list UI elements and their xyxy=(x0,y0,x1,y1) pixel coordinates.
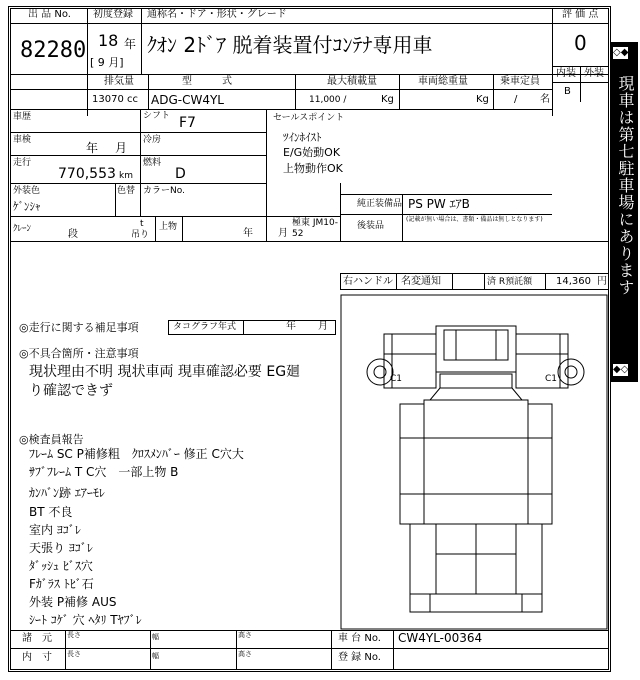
travel-notes-label: ◎走行に関する補足事項 xyxy=(19,321,139,334)
inspector-line: 外装 P補修 AUS xyxy=(29,595,117,609)
score-label: 評 価 点 xyxy=(562,9,599,20)
upper-maker-suffix: 52 xyxy=(292,229,304,239)
registration-no-label: 登 録 No. xyxy=(338,652,381,663)
inspector-report-label: ◎検査員報告 xyxy=(19,433,84,446)
inspection-year-label: 年 xyxy=(86,141,99,155)
interior-score: B xyxy=(564,86,571,97)
defects-label: ◎不具合箇所・注意事項 xyxy=(19,347,139,360)
ac-label: 冷房 xyxy=(143,135,162,145)
exterior-score-label: 外装 xyxy=(584,68,604,79)
capacity-label: 乗車定員 xyxy=(500,76,540,87)
inspection-label: 車検 xyxy=(13,135,32,145)
upper-month-label: 月 xyxy=(278,228,288,239)
damage-mark-left: C1 xyxy=(390,374,403,384)
fuel-label: 燃料 xyxy=(143,158,162,168)
defects-line: 現状理由不明 現状車両 現車確認必要 EG廻 xyxy=(29,364,301,380)
crane-hanging-label: 吊り xyxy=(131,230,150,240)
spec-length-label: 長さ xyxy=(67,631,81,639)
sales-point-line: ﾂｲﾝﾎｲｽﾄ xyxy=(283,131,322,144)
damage-mark-right: C1 xyxy=(545,374,558,384)
yen-label: 円 xyxy=(597,276,607,287)
max-load-unit: Kg xyxy=(381,94,394,105)
tachograph-year-label: 年 xyxy=(286,321,296,332)
name-change-label: 名変通知 xyxy=(401,276,441,287)
car-name-label: 通称名・ドア・形状・グレード xyxy=(147,9,287,20)
color-change-label: 色替 xyxy=(117,186,136,196)
model-label: 型 式 xyxy=(182,76,232,87)
interior-score-label: 内装 xyxy=(556,68,576,79)
banner-text: 現車は第七駐車場にあります xyxy=(616,75,635,296)
gross-weight-unit: Kg xyxy=(476,94,489,105)
mileage-unit: km xyxy=(119,171,133,181)
fuel-value: D xyxy=(175,166,186,182)
size-spec-label: 諸 元 xyxy=(22,633,52,644)
lot-no: 82280 xyxy=(20,38,87,63)
ext-color-label: 外装色 xyxy=(13,186,41,196)
inspector-line: 天張り ﾖｺﾞﾚ xyxy=(29,541,93,555)
equipment-label: 純正装備品 xyxy=(357,199,403,209)
lot-no-label: 出 品 No. xyxy=(28,9,71,20)
tachograph-month-label: 月 xyxy=(318,321,328,332)
mileage-label: 走行 xyxy=(13,158,32,168)
capacity-slash: / xyxy=(514,94,518,105)
shift-value: F7 xyxy=(179,115,196,131)
shift-label: シフト xyxy=(143,111,171,121)
spec-width-label: 幅 xyxy=(152,633,159,641)
upper-year-label: 年 xyxy=(243,228,253,239)
upper-label: 上物 xyxy=(159,222,178,232)
inspection-month-label: 月 xyxy=(115,141,128,155)
spec-height-label: 高さ xyxy=(238,631,252,639)
sales-point-line: E/G始動OK xyxy=(283,146,341,159)
steering-handle: 右ハンドル xyxy=(343,276,393,287)
max-load: 11,000 / xyxy=(309,95,347,105)
first-reg-year-unit: 年 xyxy=(124,37,137,51)
vehicle-damage-diagram xyxy=(340,294,608,630)
interior-length-label: 長さ xyxy=(67,650,81,658)
inspector-line: BT 不良 xyxy=(29,505,73,519)
inspector-line: 室内 ﾖｺﾞﾚ xyxy=(29,523,81,537)
displacement-label: 排気量 xyxy=(104,76,134,87)
chassis-no-label: 車 台 No. xyxy=(338,633,381,644)
inspector-line: Fｶﾞﾗｽ ﾄﾋﾞ石 xyxy=(29,577,94,591)
inspector-line: ﾀﾞｯｼｭ ﾋﾞｽ穴 xyxy=(29,559,93,573)
banner-bottom-symbols: ◆◇ xyxy=(613,364,629,375)
inspector-line: ｼｰﾄ ｺｹﾞ 穴 ﾍﾀﾘ Tﾔﾌﾞﾚ xyxy=(29,613,142,627)
model: ADG-CW4YL xyxy=(151,93,224,107)
mileage: 770,553 xyxy=(58,166,116,182)
recycle-amount: 14,360 xyxy=(556,276,591,287)
first-reg-month: [ 9 月] xyxy=(90,56,124,69)
displacement: 13070 cc xyxy=(92,94,138,105)
inspector-line: ﾌﾚｰﾑ SC P補修粗 ｸﾛｽﾒﾝﾊﾞｰ 修正 C穴大 xyxy=(29,447,244,461)
crane-ton-label: t xyxy=(140,219,144,229)
recycle-deposit-label: 済 R預託額 xyxy=(487,277,533,287)
tachograph-label: タコグラフ年式 xyxy=(173,322,237,332)
max-load-label: 最大積載量 xyxy=(327,76,377,87)
banner-top-symbols: ◇◆ xyxy=(613,47,629,58)
sales-point-line: 上物動作OK xyxy=(283,162,343,175)
first-reg-label: 初度登録 xyxy=(93,9,133,20)
crane-label: ｸﾚｰﾝ xyxy=(13,224,32,234)
capacity-unit: 名 xyxy=(540,94,550,105)
aftermarket-note: (記載が無い場合は、書類・備品は無しとなります) xyxy=(406,216,543,223)
chassis-no: CW4YL-00364 xyxy=(398,631,483,645)
interior-height-label: 高さ xyxy=(238,650,252,658)
equipment-value: PS PW ｴｱB xyxy=(408,197,470,211)
gross-weight-label: 車両総重量 xyxy=(418,76,468,87)
inspector-line: ｶﾝﾊﾞﾝ跡 ｴｱｰﾓﾚ xyxy=(29,486,105,500)
history-label: 車歴 xyxy=(13,112,32,122)
crane-stage-label: 段 xyxy=(68,229,78,240)
interior-size-label: 内 寸 xyxy=(22,652,52,663)
aftermarket-label: 後装品 xyxy=(357,221,385,231)
first-reg-year: 18 xyxy=(98,31,119,50)
ext-color: ｹﾞﾝｼｬ xyxy=(13,200,41,213)
color-no-label: カラーNo. xyxy=(143,186,185,196)
car-name: ｸｵﾝ 2ﾄﾞｱ 脱着装置付ｺﾝﾃﾅ専用車 xyxy=(147,33,433,57)
inspector-line: ｻﾌﾞﾌﾚｰﾑ T C穴 一部上物 B xyxy=(29,465,179,479)
interior-width-label: 幅 xyxy=(152,652,159,660)
sales-point-label: セールスポイント xyxy=(273,113,345,123)
overall-score: 0 xyxy=(574,31,587,55)
upper-maker: 極東 JM10- xyxy=(292,218,338,228)
defects-line: り確認できず xyxy=(29,383,113,399)
